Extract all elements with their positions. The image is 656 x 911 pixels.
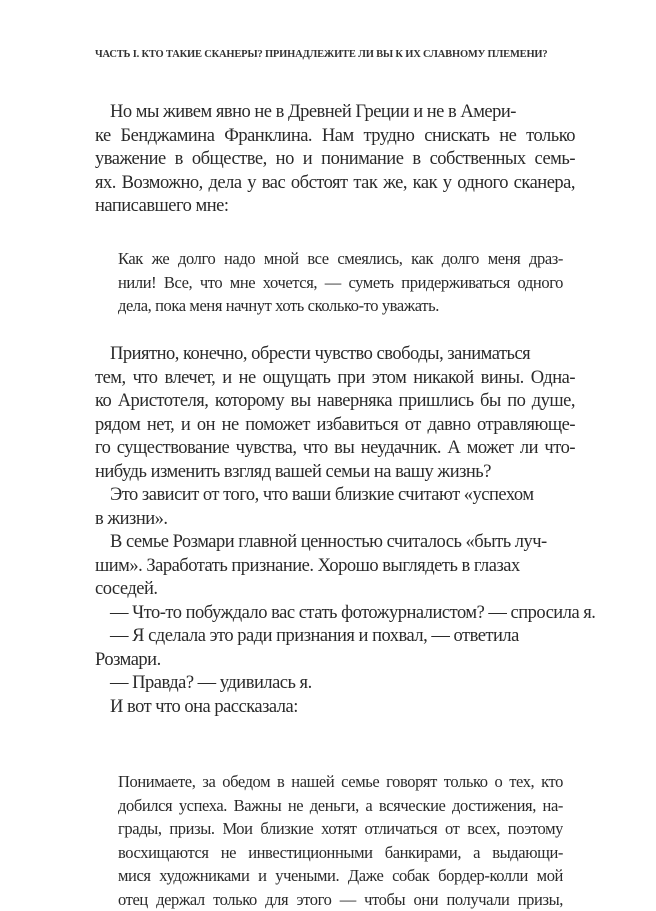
text-line: Это зависит от того, что ваши близкие считают «успехом (95, 484, 575, 508)
text-line: Но мы живем явно не в Древней Греции и не в Амери- (95, 101, 575, 125)
text-line: в жизни». (95, 508, 575, 532)
text-line: В семье Розмари главной ценностью считалось «быть луч- (95, 531, 575, 555)
text-line: уважение в обществе, но и понимание в собственных семь- (95, 148, 575, 172)
text-line: го существование чувства, что вы неудачник. А может ли что- (95, 437, 575, 461)
text-line: ке Бенджамина Франклина. Нам трудно снискать не только (95, 125, 575, 149)
text-line: Розмари. (95, 649, 575, 673)
text-line: рядом нет, и он не поможет избавиться от давно отравляюще- (95, 414, 575, 438)
text-line: — Правда? — удивилась я. (95, 672, 575, 696)
text-line: дела, пока меня начнут хоть сколько-то уважать. (118, 294, 563, 318)
quote-1 (118, 247, 563, 318)
text-line: нибудь изменить взгляд вашей семьи на вашу жизнь? (95, 461, 575, 485)
text-line: соседей. (95, 578, 575, 602)
text-line: отец держал только для этого — чтобы они получали призы, (118, 888, 563, 911)
text-line: ко Аристотеля, которому вы наверняка пришлись бы по душе, (95, 390, 575, 414)
paragraph-1 (95, 101, 575, 219)
body-text (95, 343, 575, 719)
text-line: написавшего мне: (95, 195, 575, 219)
running-header: ЧАСТЬ I. КТО ТАКИЕ СКАНЕРЫ? ПРИНАДЛЕЖИТЕ ЛИ ВЫ К ИХ СЛАВНОМУ ПЛЕМЕНИ? (95, 49, 590, 60)
text-line: — Что-то побуждало вас стать фотожурналистом? — спросила я. (95, 602, 575, 626)
text-line: мися художниками и учеными. Даже собак бордер-колли мой (118, 864, 563, 888)
text-line: добился успеха. Важны не деньги, а всяческие достижения, на- (118, 794, 563, 818)
quote-2 (118, 770, 563, 911)
text-line: — Я сделала это ради признания и похвал, — ответила (95, 625, 575, 649)
text-line: тем, что влечет, и не ощущать при этом никакой вины. Одна- (95, 367, 575, 391)
text-line: И вот что она рассказала: (95, 696, 575, 720)
text-line: Понимаете, за обедом в нашей семье говорят только о тех, кто (118, 770, 563, 794)
text-line: нили! Все, что мне хочется, — суметь придерживаться одного (118, 271, 563, 295)
text-line: грады, призы. Мои близкие хотят отличаться от всех, поэтому (118, 817, 563, 841)
text-line: Как же долго надо мной все смеялись, как долго меня драз- (118, 247, 563, 271)
text-line: ях. Возможно, дела у вас обстоят так же, как у одного сканера, (95, 172, 575, 196)
text-line: Приятно, конечно, обрести чувство свободы, заниматься (95, 343, 575, 367)
text-line: восхищаются не инвестиционными банкирами, а выдающи- (118, 841, 563, 865)
text-line: шим». Заработать признание. Хорошо выглядеть в глазах (95, 555, 575, 579)
